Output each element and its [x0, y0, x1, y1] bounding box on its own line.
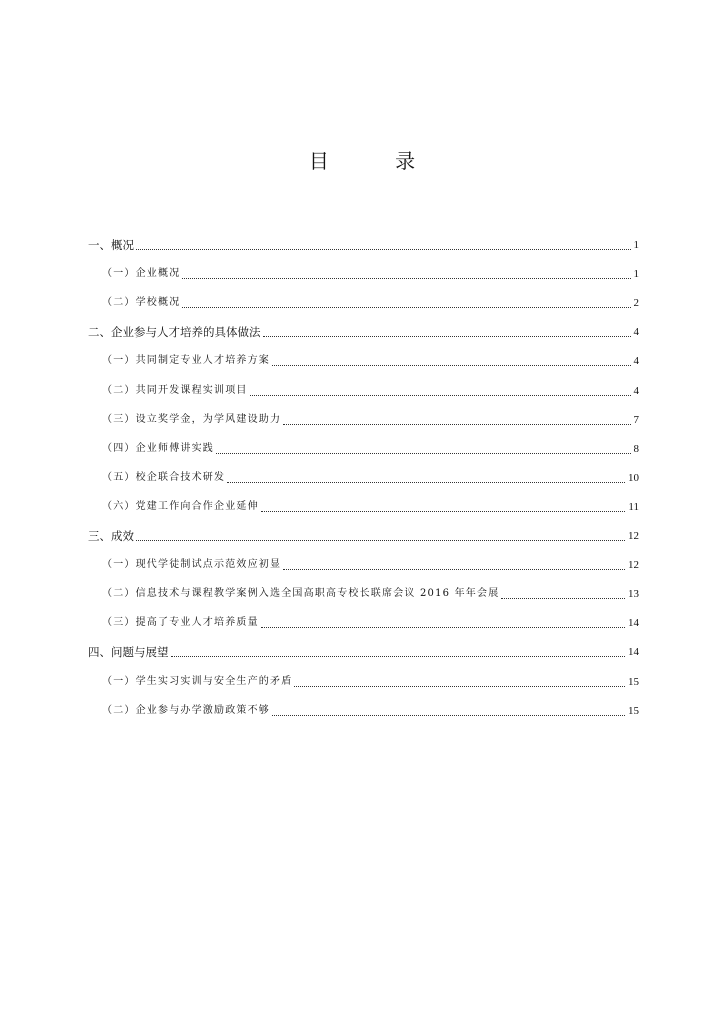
toc-dot-leader — [250, 395, 631, 396]
toc-dot-leader — [261, 511, 626, 512]
toc-subsection[interactable] — [88, 430, 639, 459]
toc-page-number: 13 — [628, 588, 639, 601]
toc-subsection[interactable] — [88, 284, 639, 313]
toc-subsection[interactable] — [88, 459, 639, 488]
toc-page-number: 15 — [628, 704, 639, 717]
toc-page-number: 8 — [633, 442, 639, 455]
toc-dot-leader — [261, 627, 625, 628]
toc-subsection[interactable] — [88, 692, 639, 721]
toc-entry-text: 一、概况 — [88, 238, 134, 253]
toc-entry-text: （一）学生实习实训与安全生产的矛盾 — [102, 675, 293, 687]
toc-subsection[interactable] — [88, 255, 639, 284]
toc-dot-leader — [136, 540, 625, 541]
toc-page-number: 4 — [633, 384, 639, 397]
toc-page-number: 1 — [633, 239, 639, 252]
toc-subsection[interactable] — [88, 662, 639, 691]
toc-entry-text: （五）校企联合技术研发 — [102, 471, 226, 483]
toc-dot-leader — [227, 482, 625, 483]
toc-list — [88, 226, 639, 721]
toc-entry-text: （六）党建工作向合作企业延伸 — [102, 500, 259, 512]
toc-page-number: 12 — [628, 530, 639, 543]
toc-entry-text: （二）信息技术与课程教学案例入选全国高职高专校长联席会议 2016 年年会展 — [102, 588, 500, 600]
toc-dot-leader — [283, 424, 630, 425]
toc-entry-text: （二）共同开发课程实训项目 — [102, 384, 248, 396]
toc-dot-leader — [182, 278, 630, 279]
toc-entry-text: （二）企业参与办学激励政策不够 — [102, 704, 270, 716]
toc-entry-text: 二、企业参与人才培养的具体做法 — [88, 325, 261, 340]
toc-section[interactable] — [88, 517, 639, 546]
toc-page-number: 7 — [633, 413, 639, 426]
toc-dot-leader — [263, 336, 631, 337]
toc-entry-text: （二）学校概况 — [102, 297, 181, 309]
toc-dot-leader — [216, 453, 631, 454]
toc-page-number: 12 — [628, 559, 639, 572]
toc-entry-text: 三、成效 — [88, 529, 134, 544]
toc-entry-text: （一）共同制定专业人才培养方案 — [102, 355, 270, 367]
toc-page-number: 2 — [633, 297, 639, 310]
toc-subsection[interactable] — [88, 401, 639, 430]
toc-dot-leader — [272, 715, 625, 716]
toc-page-number: 15 — [628, 675, 639, 688]
toc-page-number: 11 — [628, 500, 639, 513]
toc-entry-text: 四、问题与展望 — [88, 645, 169, 660]
toc-dot-leader — [171, 656, 626, 657]
toc-page-number: 1 — [633, 268, 639, 281]
toc-entry-text: （四）企业师傅讲实践 — [102, 442, 214, 454]
toc-dot-leader — [501, 598, 625, 599]
toc-title: 目 录 — [308, 149, 446, 173]
toc-subsection[interactable] — [88, 575, 639, 604]
toc-dot-leader — [283, 569, 625, 570]
toc-page-number: 4 — [633, 355, 639, 368]
toc-page-number: 4 — [633, 326, 639, 339]
toc-dot-leader — [272, 365, 631, 366]
toc-section[interactable] — [88, 226, 639, 255]
toc-subsection[interactable] — [88, 488, 639, 517]
toc-subsection[interactable] — [88, 342, 639, 371]
toc-page-number: 14 — [628, 617, 639, 630]
toc-entry-text: （一）企业概况 — [102, 268, 181, 280]
toc-entry-text: （三）提高了专业人才培养质量 — [102, 617, 259, 629]
toc-entry-text: （一）现代学徒制试点示范效应初显 — [102, 559, 282, 571]
toc-page-number: 14 — [628, 646, 639, 659]
toc-dot-leader — [182, 307, 630, 308]
toc-section[interactable] — [88, 633, 639, 662]
toc-page-number: 10 — [628, 471, 639, 484]
toc-dot-leader — [294, 686, 625, 687]
toc-entry-text: （三）设立奖学金，为学风建设助力 — [102, 413, 282, 425]
toc-section[interactable] — [88, 313, 639, 342]
toc-dot-leader — [136, 249, 631, 250]
toc-subsection[interactable] — [88, 546, 639, 575]
toc-subsection[interactable] — [88, 371, 639, 400]
toc-subsection[interactable] — [88, 604, 639, 633]
